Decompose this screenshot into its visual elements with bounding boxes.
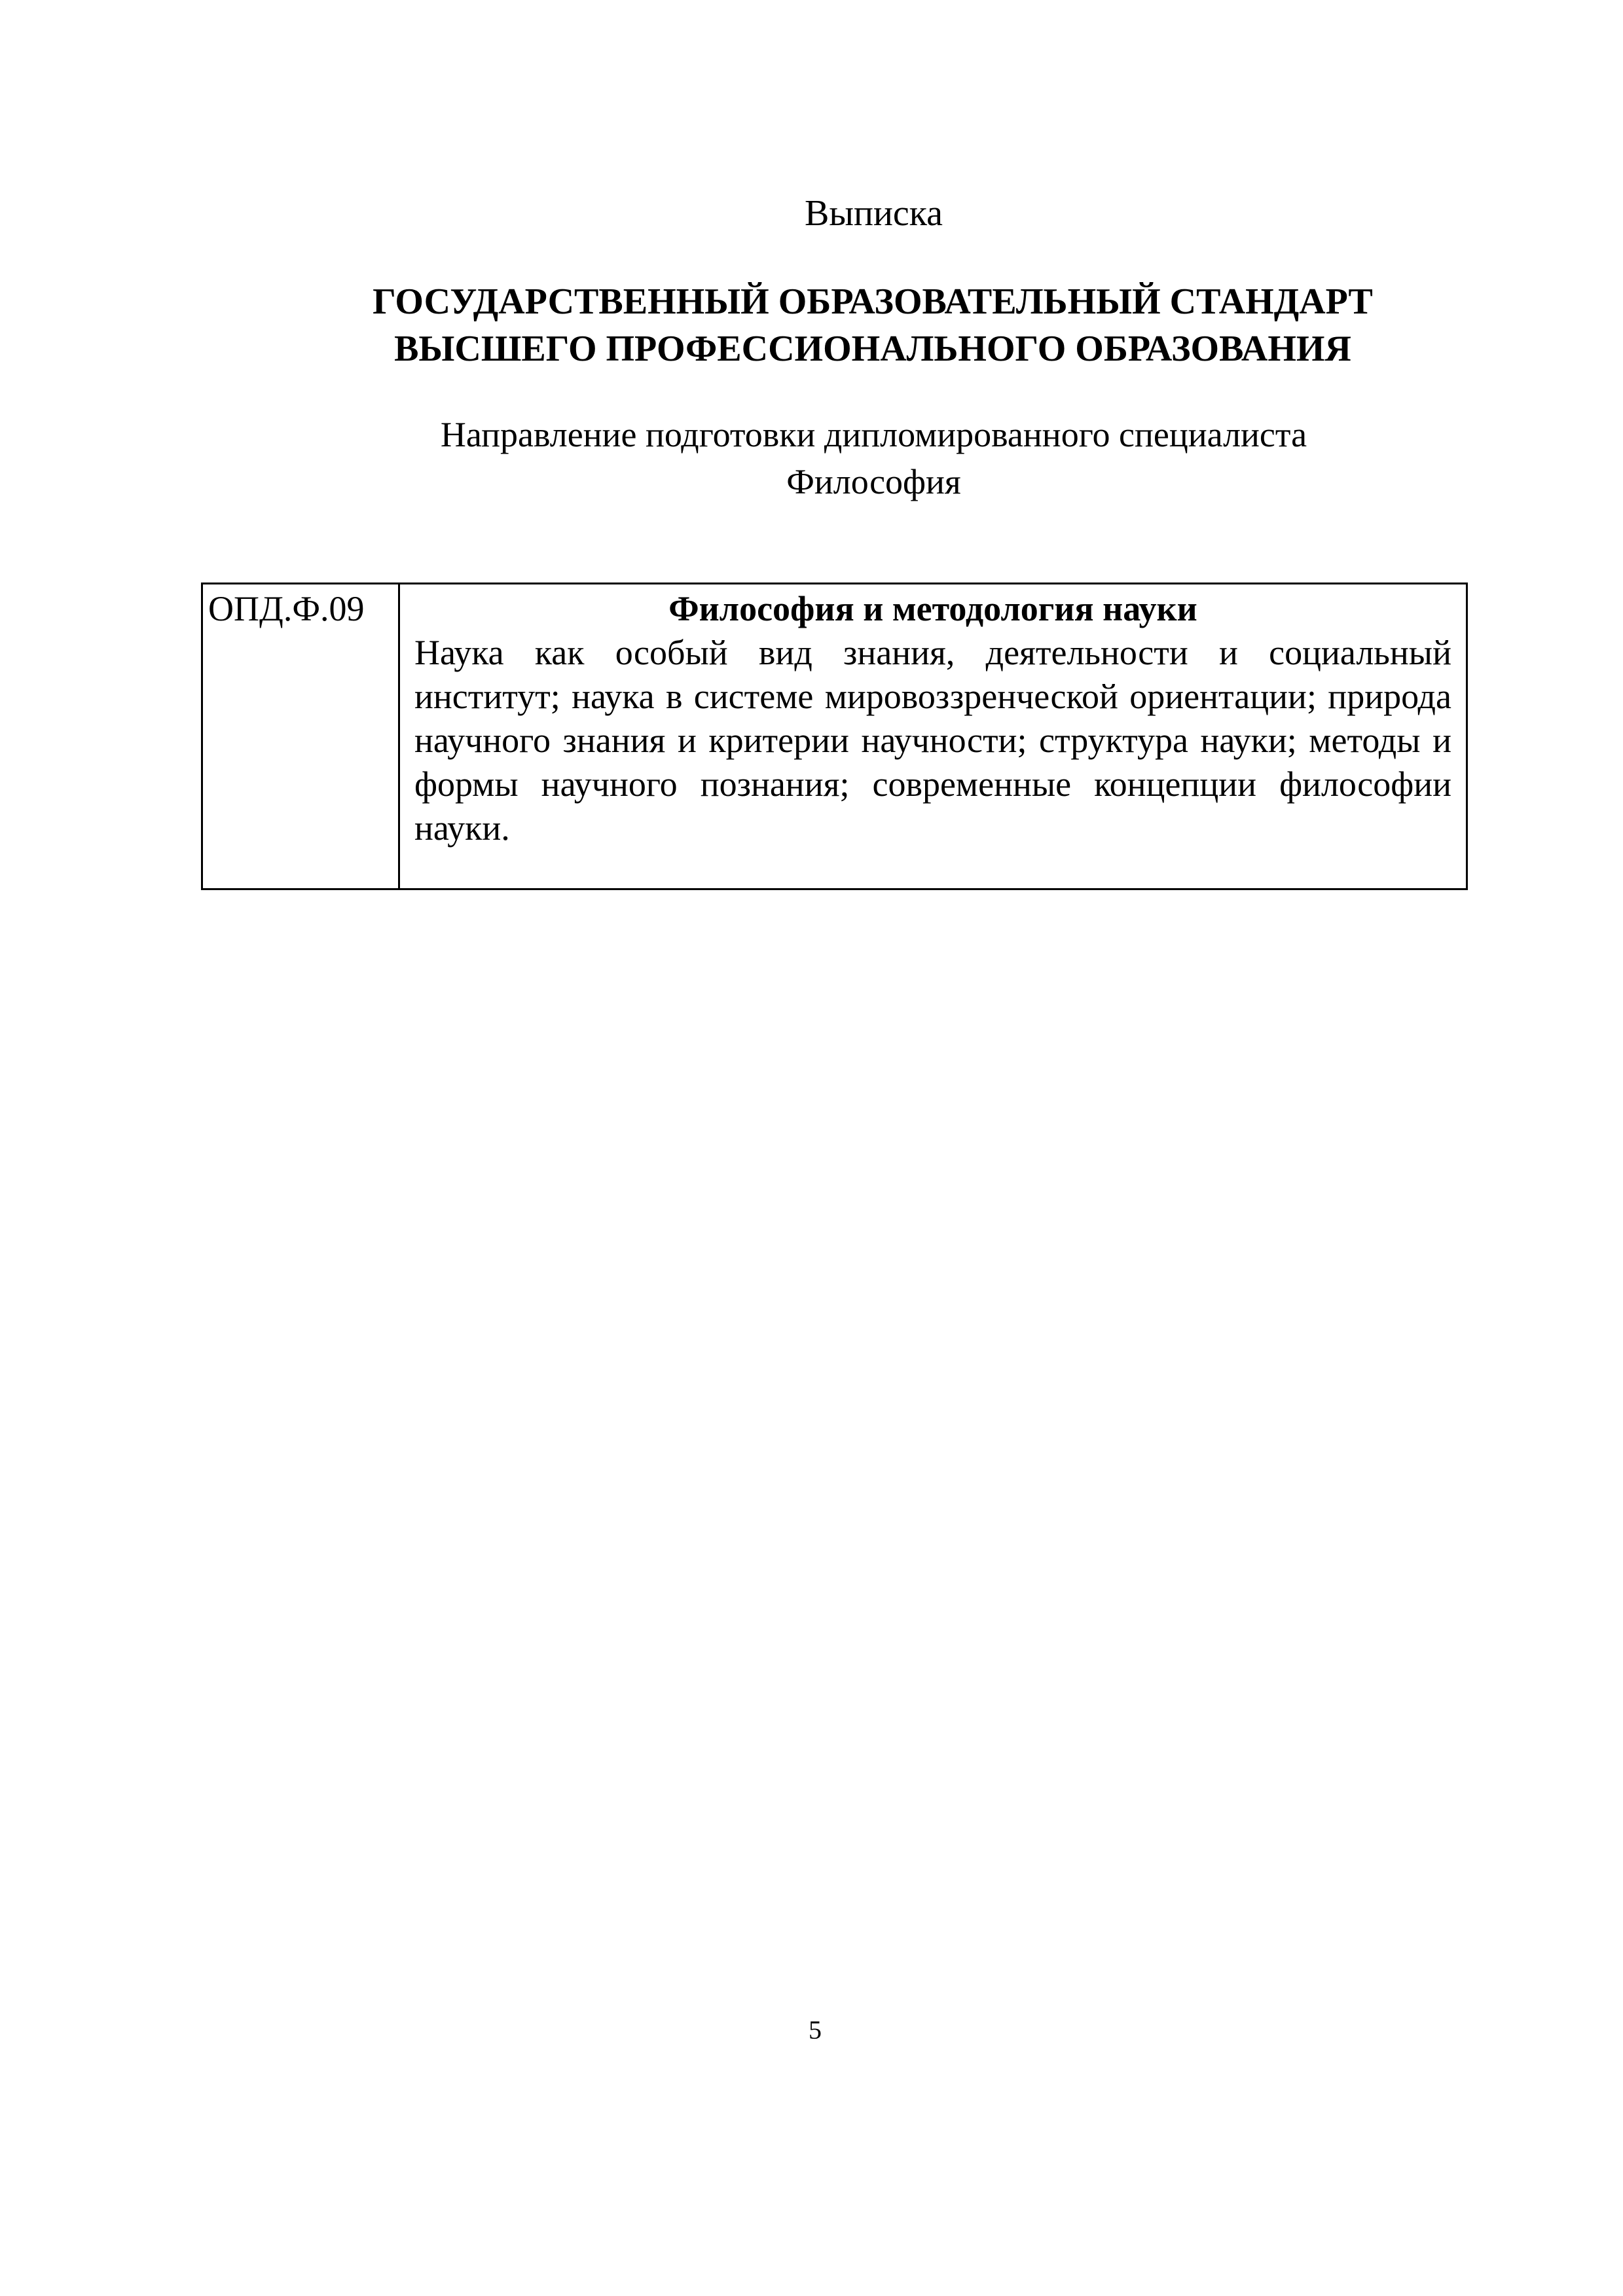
discipline-code: ОПД.Ф.09 bbox=[208, 589, 365, 628]
discipline-title: Философия и методология науки bbox=[668, 589, 1197, 628]
standard-title-line-2: ВЫСШЕГО ПРОФЕССИОНАЛЬНОГО ОБРАЗОВАНИЯ bbox=[394, 329, 1351, 369]
discipline-table bbox=[201, 583, 1468, 890]
standard-title-line-1: ГОСУДАРСТВЕННЫЙ ОБРАЗОВАТЕЛЬНЫЙ СТАНДАРТ bbox=[373, 281, 1373, 322]
discipline-code-cell bbox=[202, 584, 399, 889]
extract-label: Выписка bbox=[805, 193, 943, 234]
discipline-content-cell bbox=[399, 584, 1467, 889]
specialty-name: Философия bbox=[786, 462, 961, 501]
discipline-description: Наука как особый вид знания, деятельности и социальный институт; наука в системе мировоззренческой ориентации; природа научного знания и критерии научности; структура науки; методы и формы научного познания; современные концепции философии науки. bbox=[414, 633, 1451, 848]
standard-title bbox=[0, 278, 1623, 372]
page-number: 5 bbox=[809, 2015, 822, 2045]
direction-line: Направление подготовки дипломированного специалиста bbox=[440, 415, 1307, 454]
table-row bbox=[202, 584, 1467, 889]
training-direction bbox=[0, 411, 1623, 505]
